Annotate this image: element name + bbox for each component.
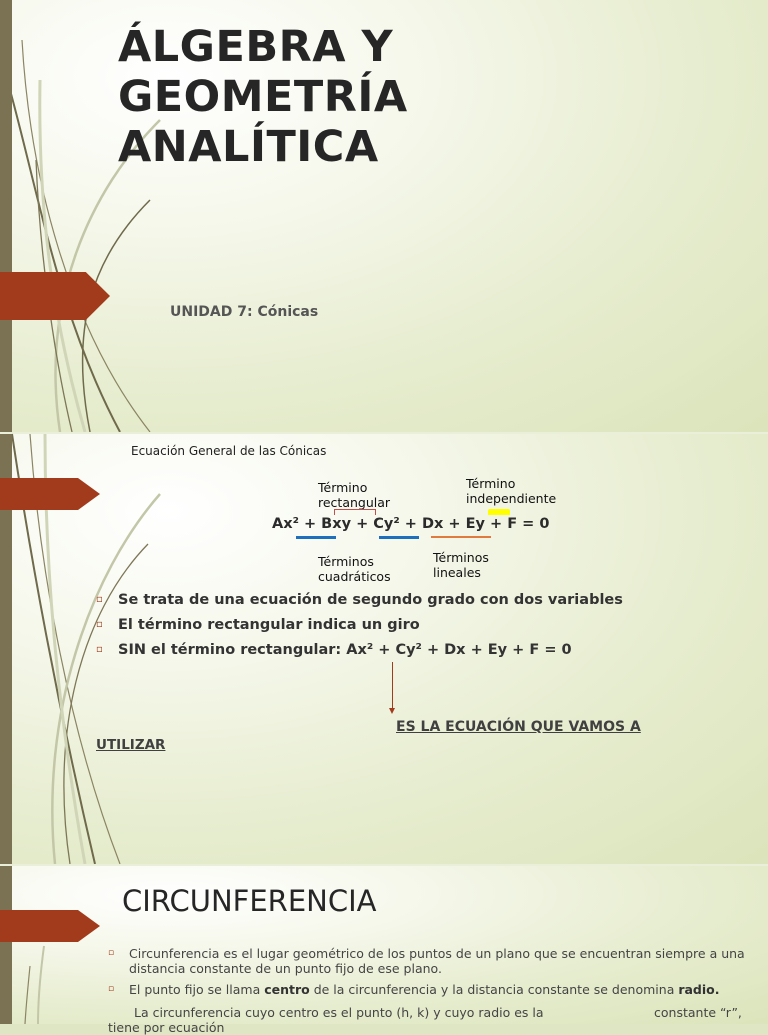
slide-title — [0, 0, 768, 432]
list-item: ▫ El punto fijo se llama centro de la circunferencia y la distancia constante se denomina radio. — [108, 982, 720, 997]
side-bar — [0, 866, 12, 1024]
list-item: ▫ Circunferencia es el lugar geométrico de los puntos de un plano que se encuentran siempre a una distancia constante de un punto fijo de ese plano. — [108, 946, 745, 976]
underline-quadratic-c — [379, 536, 419, 539]
unit-subtitle: UNIDAD 7: Cónicas — [170, 304, 319, 320]
slide-heading: Ecuación General de las Cónicas — [131, 444, 327, 458]
rectangular-bracket — [334, 509, 376, 515]
definition-list — [108, 946, 748, 1003]
square-bullet-icon: ▫ — [96, 644, 103, 655]
label-rectangular-term: Término rectangular — [318, 480, 391, 510]
presentation-title: ÁLGEBRA Y GEOMETRÍA ANALÍTICA — [118, 22, 408, 172]
square-bullet-icon: ▫ — [96, 619, 103, 630]
independent-highlight — [488, 509, 510, 515]
slide-general-equation — [0, 434, 768, 864]
accent-arrow-tag — [0, 910, 100, 942]
accent-arrow-tag — [0, 478, 100, 510]
slide-circumference — [0, 866, 768, 1035]
general-equation: Ax² + Bxy + Cy² + Dx + Ey + F = 0 — [272, 516, 550, 532]
side-bar — [0, 0, 12, 432]
square-bullet-icon: ▫ — [108, 948, 115, 958]
square-bullet-icon: ▫ — [108, 984, 115, 994]
label-linear-terms: Términos lineales — [433, 550, 489, 580]
down-arrow-icon — [392, 662, 393, 712]
underline-linear — [431, 536, 491, 538]
bullet-list — [96, 590, 623, 665]
square-bullet-icon: ▫ — [96, 594, 103, 605]
underline-quadratic-a — [296, 536, 336, 539]
list-item: ▫ SIN el término rectangular: Ax² + Cy² + Dx + Ey + F = 0 — [96, 642, 572, 658]
partial-definition: La circunferencia cuyo centro es el punto (h, k) y cuyo radio es la constante “r”, tiene por ecuación — [108, 1005, 742, 1035]
list-item: ▫ Se trata de una ecuación de segundo grado con dos variables — [96, 592, 623, 608]
list-item: ▫ El término rectangular indica un giro — [96, 617, 420, 633]
conclusion-text: ES LA ECUACIÓN QUE VAMOS A — [396, 719, 641, 735]
slide-heading: CIRCUNFERENCIA — [122, 884, 377, 918]
accent-arrow-tag — [0, 272, 110, 320]
label-quadratic-terms: Términos cuadráticos — [318, 554, 391, 584]
label-independent-term: Término independiente — [466, 476, 557, 506]
conclusion-text-continued: UTILIZAR — [96, 737, 166, 753]
